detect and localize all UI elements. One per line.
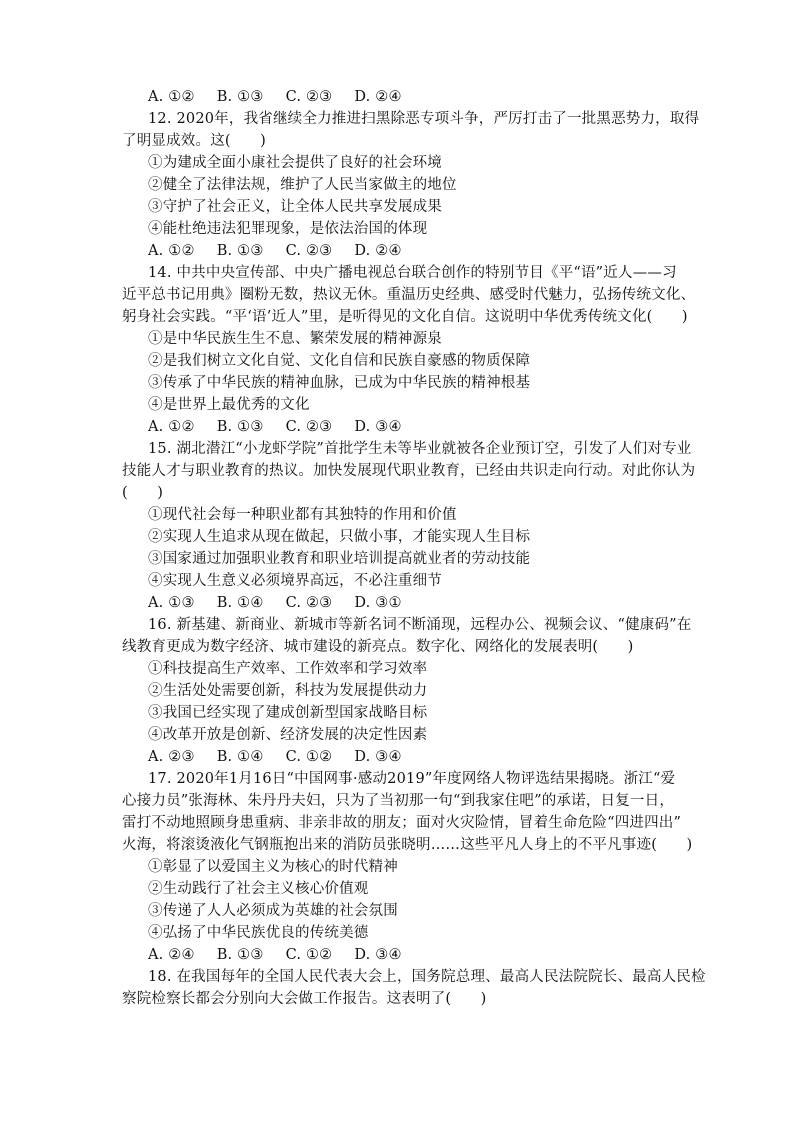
question-stem-line: 12. 2020年，我省继续全力推进扫黑除恶专项斗争，严厉打击了一批黑恶势力，取得 — [148, 111, 700, 127]
choice-d: D. ②④ — [354, 89, 402, 105]
statement-3: ③国家通过加强职业教育和职业培训提高就业者的劳动技能 — [148, 551, 531, 567]
statement-4: ④弘扬了中华民族优良的传统美德 — [148, 925, 369, 941]
statement-2: ②是我们树立文化自觉、文化自信和民族自豪感的物质保障 — [148, 353, 531, 369]
question-stem-line: 线教育更成为数字经济、城市建设的新亮点。数字化、网络化的发展表明( ) — [122, 639, 634, 655]
choice-c: C. ②③ — [285, 243, 333, 259]
question-12 — [0, 108, 794, 262]
statement-3: ③传承了中华民族的精神血脉，已成为中华民族的精神根基 — [148, 375, 531, 391]
choice-a: A. ①③ — [148, 595, 195, 611]
question-stem-line: 了明显成效。这( ) — [122, 133, 267, 149]
choice-b: B. ①③ — [216, 419, 264, 435]
statement-2: ②实现人生追求从现在做起，只做小事，才能实现人生目标 — [148, 529, 531, 545]
statement-3: ③守护了社会正义，让全体人民共享发展成果 — [148, 199, 442, 215]
choice-c: C. ①② — [285, 947, 333, 963]
question-stem-line: 18. 在我国每年的全国人民代表大会上，国务院总理、最高人民法院院长、最高人民检 — [148, 969, 706, 985]
question-stem-line: 近平总书记用典》圈粉无数，热议无休。重温历史经典、感受时代魅力，弘扬传统文化、 — [122, 287, 696, 303]
statement-4: ④是世界上最优秀的文化 — [148, 397, 310, 413]
choice-b: B. ①③ — [216, 243, 264, 259]
question-stem-line: 躬身社会实践。“平‘语’近人”里，是听得见的文化自信。这说明中华优秀传统文化( ) — [122, 309, 688, 325]
choice-c: C. ②③ — [285, 595, 333, 611]
question-stem-line: 15. 湖北潜江“小龙虾学院”首批学生未等毕业就被各企业预订空，引发了人们对专业 — [148, 441, 692, 457]
statement-3: ③我国已经实现了建成创新型国家战略目标 — [148, 705, 428, 721]
question-stem-line: 察院检察长都会分别向大会做工作报告。这表明了( ) — [122, 991, 487, 1007]
question-16 — [0, 614, 794, 768]
statement-1: ①现代社会每一种职业都有其独特的作用和价值 — [148, 507, 457, 523]
question-stem-line: 14. 中共中央宣传部、中央广播电视总台联合创作的特别节目《平“语”近人——习 — [148, 265, 677, 281]
choice-a: A. ①② — [148, 419, 195, 435]
question-stem-line: 心接力员”张海林、朱丹丹夫妇，只为了当初那一句“到我家住吧”的承诺，日复一日， — [122, 793, 675, 809]
choice-d: D. ③④ — [354, 749, 402, 765]
statement-4: ④实现人生意义必须境界高远，不必注重细节 — [148, 573, 442, 589]
question-stem-line: 雷打不动地照顾身患重病、非亲非故的朋友；面对火灾险情，冒着生命危险“四进四出” — [122, 815, 682, 831]
question-stem-line: 技能人才与职业教育的热议。加快发展现代职业教育，已经由共识走向行动。对此你认为 — [122, 463, 696, 479]
statement-4: ④改革开放是创新、经济发展的决定性因素 — [148, 727, 428, 743]
choice-b: B. ①④ — [216, 749, 264, 765]
choice-c: C. ①② — [285, 749, 333, 765]
answer-choices-row — [0, 746, 794, 768]
answer-choices-row — [0, 944, 794, 966]
answer-choices-row — [0, 86, 794, 108]
statement-3: ③传递了人人必须成为英雄的社会氛围 — [148, 903, 398, 919]
question-stem-line: ( ) — [122, 485, 164, 501]
choice-a: A. ②③ — [148, 749, 195, 765]
question-14 — [0, 262, 794, 438]
answer-choices-row — [0, 416, 794, 438]
statement-1: ①彰显了以爱国主义为核心的时代精神 — [148, 859, 398, 875]
choice-a: A. ①② — [148, 89, 195, 105]
choice-b: B. ①④ — [216, 595, 264, 611]
question-17 — [0, 768, 794, 966]
statement-1: ①科技提高生产效率、工作效率和学习效率 — [148, 661, 428, 677]
question-stem-line: 16. 新基建、新商业、新城市等新名词不断涌现，远程办公、视频会议、“健康码”在 — [148, 617, 692, 633]
choice-c: C. ②③ — [285, 89, 333, 105]
statement-2: ②生动践行了社会主义核心价值观 — [148, 881, 369, 897]
statement-1: ①是中华民族生生不息、繁荣发展的精神源泉 — [148, 331, 442, 347]
answer-choices-row — [0, 240, 794, 262]
choice-c: C. ②③ — [285, 419, 333, 435]
choice-d: D. ②④ — [354, 243, 402, 259]
choice-a: A. ②④ — [148, 947, 195, 963]
question-15 — [0, 438, 794, 614]
statement-2: ②生活处处需要创新，科技为发展提供动力 — [148, 683, 428, 699]
question-18 — [0, 966, 794, 1010]
question-stem-line: 17. 2020年1月16日“中国网事·感动2019”年度网络人物评选结果揭晓。浙江“爱 — [148, 771, 676, 787]
statement-4: ④能杜绝违法犯罪现象，是依法治国的体现 — [148, 221, 428, 237]
choice-b: B. ①③ — [216, 947, 264, 963]
choice-a: A. ①② — [148, 243, 195, 259]
choice-d: D. ③④ — [354, 947, 402, 963]
answer-choices-row — [0, 592, 794, 614]
statement-1: ①为建成全面小康社会提供了良好的社会环境 — [148, 155, 442, 171]
question-stem-line: 火海，将滚烫液化气钢瓶抱出来的消防员张晓明……这些平凡人身上的不平凡事迹( ) — [122, 837, 693, 853]
choice-b: B. ①③ — [216, 89, 264, 105]
choice-d: D. ③① — [354, 595, 402, 611]
choice-d: D. ③④ — [354, 419, 402, 435]
exam-page — [0, 86, 794, 1010]
statement-2: ②健全了法律法规，维护了人民当家做主的地位 — [148, 177, 457, 193]
